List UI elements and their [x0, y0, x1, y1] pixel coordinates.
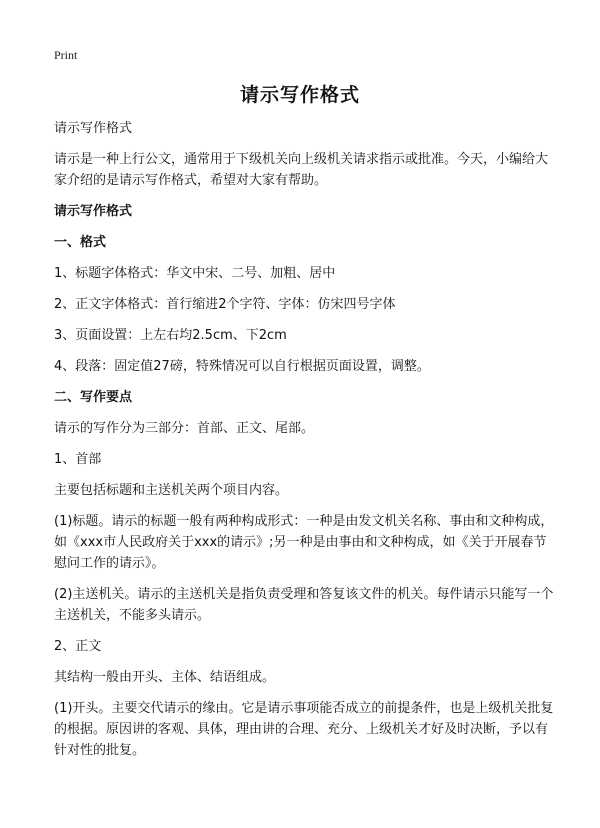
paragraph: (2)主送机关。请示的主送机关是指负责受理和答复该文件的机关。每件请示只能写一个主送机关，不能多头请示。	[54, 587, 554, 623]
paragraph: (1)开头。主要交代请示的缘由。它是请示事项能否成立的前提条件，也是上级机关批复的根据。原因讲的客观、具体，理由讲的合理、充分、上级机关才好及时决断，予以有针对性的批复。	[54, 701, 554, 758]
paragraph: 主要包括标题和主送机关两个项目内容。	[54, 483, 289, 498]
paragraph: 其结构一般由开头、主体、结语组成。	[54, 670, 276, 685]
paragraph: 请示写作格式	[54, 121, 133, 136]
section-heading: 一、格式	[54, 235, 107, 250]
list-item: 2、正文字体格式：首行缩进2个字符、字体：仿宋四号字体	[54, 297, 396, 312]
print-label: Print	[54, 48, 78, 62]
paragraph: 请示是一种上行公文，通常用于下级机关向上级机关请求指示或批准。今天，小编给大家介绍的是请示写作格式，希望对大家有帮助。	[54, 152, 549, 188]
list-item: 1、标题字体格式：华文中宋、二号、加粗、居中	[54, 266, 336, 281]
paragraph: 请示的写作分为三部分：首部、正文、尾部。	[54, 421, 315, 436]
paragraph: (1)标题。请示的标题一般有两种构成形式：一种是由发文机关名称、事由和文种构成，如《xxx市人民政府关于xxx的请示》;另一种是由事由和文种构成，如《关于开展春节慰问工作的请示》。	[54, 514, 554, 571]
subsection-heading: 2、正文	[54, 639, 102, 654]
document-body	[54, 118, 554, 771]
document-title: 请示写作格式	[239, 84, 360, 106]
subsection-heading: 1、首部	[54, 452, 102, 467]
list-item: 4、段落：固定值27磅，特殊情况可以自行根据页面设置，调整。	[54, 359, 430, 374]
section-heading: 二、写作要点	[54, 390, 133, 405]
list-item: 3、页面设置：上左右均2.5cm、下2cm	[54, 328, 287, 343]
section-heading: 请示写作格式	[54, 204, 133, 219]
